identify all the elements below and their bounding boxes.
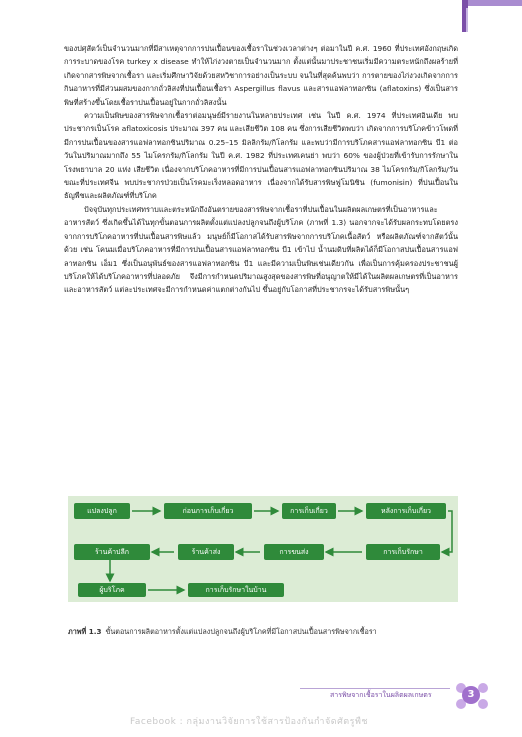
node-home-storage: การเก็บรักษาในบ้าน	[188, 583, 284, 597]
footer-rule	[300, 688, 450, 689]
figure-caption-text: ขั้นตอนการผลิตอาหารตั้งแต่แปลงปลูกจนถึงผู้บริโภคที่มีโอกาสปนเปื้อนสารพิษจากเชื้อรา	[105, 627, 377, 636]
figure-label: ภาพที่ 1.3	[68, 627, 102, 636]
node-storage: การเก็บรักษา	[366, 544, 440, 560]
paragraph-3: ปัจจุบันทุกประเทศทราบและตระหนักถึงอันตรายของสารพิษจากเชื้อราที่ปนเปื้อนในผลิตผลเกษตรที่เป็นอาหารและอาหารสัตว์ ซึ่งเกิดขึ้นได้ในทุกขั้นตอนการผลิตตั้งแต่แปลงปลูกจนถึงผู้บริโภค (ภาพที่ 1.3) นอกจากจะได้รับผลกระทบโดยตรงจากการบริโภคอาหารที่ปนเปื้อนสารพิษแล้ว มนุษย์ก็มีโอกาสได้รับสารพิษจากการบริโภคเนื้อสัตว์ หรือผลิตภัณฑ์จากสัตว์นั้นด้วย เช่น โคนมเมื่อบริโภคอาหารที่มีการปนเปื้อนสารแอฟลาทอกซิน บี1 เข้าไป น้ำนมดิบที่ผลิตได้ก็มีโอกาสปนเปื้อนสารแอฟลาทอกซิน เอ็ม1 ซึ่งเป็นอนุพันธ์ของสารแอฟลาทอกซิน บี1 และมีความเป็นพิษเช่นเดียวกัน เพื่อเป็นการคุ้มครองประชาชนผู้บริโภคให้ได้บริโภคอาหารที่ปลอดภัย จึงมีการกำหนดปริมาณสูงสุดของสารพิษที่อนุญาตให้มีได้ในผลิตผลเกษตรที่เป็นอาหารและอาหารสัตว์ แต่ละประเทศจะมีการกำหนดค่าแตกต่างกันไป ขึ้นอยู่กับโอกาสที่ประชากรจะได้รับสารพิษนั้นๆ	[64, 204, 458, 295]
watermark: Facebook : กลุ่มงานวิจัยการใช้สารป้องกันกำจัดศัตรูพืช	[130, 717, 369, 727]
node-consumer: ผู้บริโภค	[78, 583, 146, 597]
paragraph-2: ความเป็นพิษของสารพิษจากเชื้อราต่อมนุษย์มีรายงานในหลายประเทศ เช่น ในปี ค.ศ. 1974 ที่ประเทศอินเดีย พบประชากรเป็นโรค aflatoxicosis ประมาณ 397 คน และเสียชีวิต 108 คน ซึ่งการเสียชีวิตพบว่า เกิดจากการบริโภคข้าวโพดที่มีการปนเปื้อนของสารแอฟลาทอกซินปริมาณ 0.25–15 มิลลิกรัม/กิโลกรัม และพบว่ามีการบริโภคสารแอฟลาทอกซิน บี1 ต่อวันในปริมาณมากถึง 55 ไมโครกรัม/กิโลกรัม ในปี ค.ศ. 1982 ที่ประเทศเคนย่า พบว่า 60% ของผู้ป่วยที่เข้ารับการรักษาในโรงพยาบาล 20 แห่ง เสียชีวิต เนื่องจากบริโภคอาหารที่มีการปนเปื้อนสารแอฟลาทอกซินปริมาณ 38 ไมโครกรัม/กิโลกรัม/วัน ขณะที่ประเทศจีน พบประชากรป่วยเป็นโรคมะเร็งหลอดอาหาร เนื่องจากได้รับสารพิษฟูโมนิซิน (fumonisin) ที่ปนเปื้อนในธัญพืชและผลิตภัณฑ์ที่บริโภค	[64, 111, 458, 201]
paragraph-1: ของปศุสัตว์เป็นจำนวนมากที่มีสาเหตุจากการปนเปื้อนของเชื้อราในช่วงเวลาต่างๆ ต่อมาในปี ค.ศ. 1960 ที่ประเทศอังกฤษเกิดการระบาดของโรค turkey x disease ทำให้ไก่งวงตายเป็นจำนวนมาก ตั้งแต่นั้นมาประชาชนเริ่มมีความตระหนักถึงผลร้ายที่เกิดจากสารพิษจากเชื้อรา และเริ่มศึกษาวิจัยด้วยสหวิชาการอย่างเป็นระบบ จนในที่สุดค้นพบว่า การตายของไก่งวงเกิดจากการกินอาหารที่มีส่วนผสมของกากถั่วลิสงที่ปนเปื้อนเชื้อรา Aspergillus flavus และสารแอฟลาทอกซิน (aflatoxins) ซึ่งเป็นสารพิษที่สร้างขึ้นโดยเชื้อราปนเปื้อนอยู่ในกากถั่วลิสงนั้น	[64, 44, 458, 107]
node-field: แปลงปลูก	[74, 503, 130, 519]
flowchart	[68, 496, 458, 602]
node-retail: ร้านค้าปลีก	[74, 544, 150, 560]
node-wholesale: ร้านค้าส่ง	[178, 544, 234, 560]
footer-title: สารพิษจากเชื้อราในผลิตผลเกษตร	[330, 691, 432, 699]
page-number: 3	[462, 686, 480, 704]
header-decoration	[462, 0, 522, 32]
node-harvest: การเก็บเกี่ยว	[282, 503, 336, 519]
node-transport: การขนส่ง	[264, 544, 324, 560]
body-text	[64, 42, 458, 297]
node-pre-harvest: ก่อนการเก็บเกี่ยว	[164, 503, 252, 519]
node-post-harvest: หลังการเก็บเกี่ยว	[366, 503, 446, 519]
figure-caption	[68, 627, 468, 638]
